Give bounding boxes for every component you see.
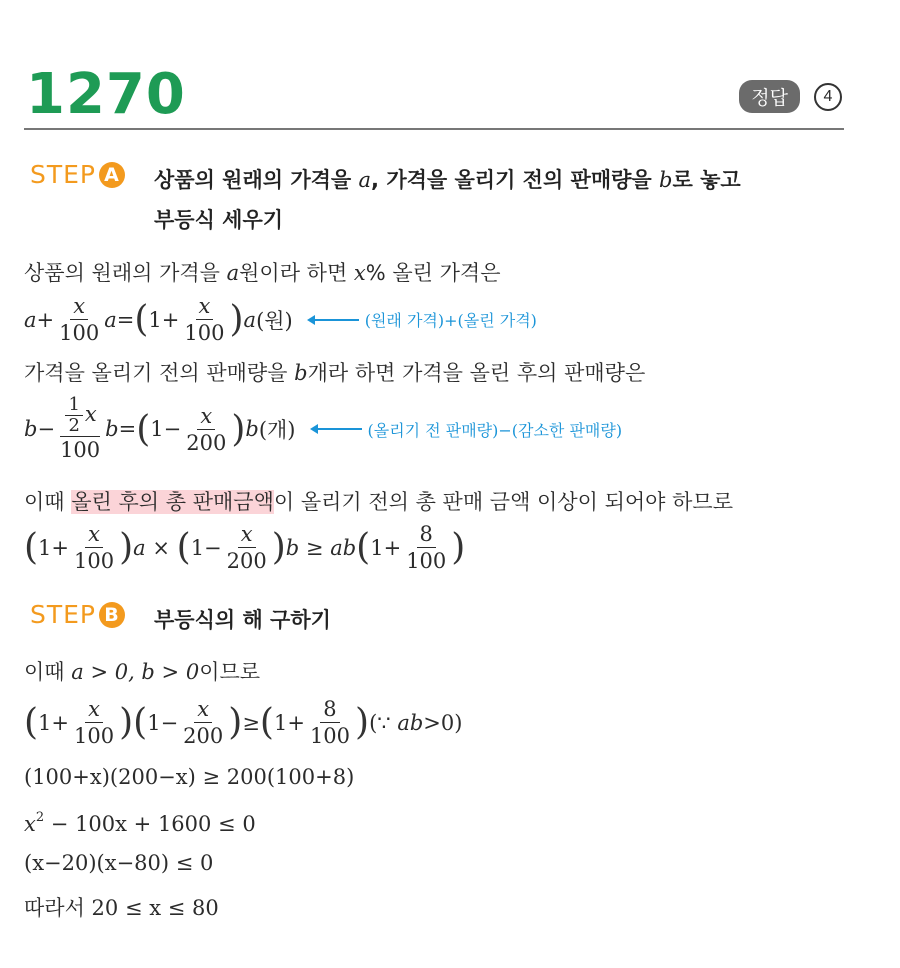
left-arrow-icon [309,319,359,321]
step-b-header [30,600,331,640]
problem-number: 1270 [26,62,186,127]
answer-label: 정답 [739,80,800,113]
equation-price: a + $\frac{x}{100}$ a = ( 1+ $\frac{x}{100}$ ) a (원) (원래 가격)+(올린 가격) [24,294,537,345]
highlight-total-sales: 올린 후의 총 판매금액 [71,490,274,514]
body-b-line-1: 이때 a > 0, b > 0이므로 [24,660,261,684]
step-a-badge: A [99,162,125,188]
step-a-title: 상품의 원래의 가격을 a, 가격을 올리기 전의 판매량을 b로 놓고 부등식 세우기 [154,168,741,232]
body-a-line-5: 이때 올린 후의 총 판매금액이 올리기 전의 총 판매 금액 이상이 되어야 하므로 [24,490,733,514]
note-quantity: (올리기 전 판매량)−(감소한 판매량) [312,418,623,441]
body-a-line-3: 가격을 올리기 전의 판매량을 b개라 하면 가격을 올린 후의 판매량은 [24,361,646,385]
left-arrow-icon [312,428,362,430]
answer-circled-number: 4 [814,83,842,111]
final-answer: 따라서 20 ≤ x ≤ 80 [24,896,219,920]
answer-box [739,80,842,113]
step-b-label: STEP B [30,600,154,629]
equation-expanded: (100+x)(200−x) ≥ 200(100+8) [24,765,355,789]
body-a-line-1: 상품의 원래의 가격을 a원이라 하면 x% 올린 가격은 [24,261,501,285]
equation-quadratic: $x^2 - 100x + 1600 \le 0$ [24,810,256,836]
header-divider [24,128,844,130]
step-b-title: 부등식의 해 구하기 [154,608,331,632]
note-price: (원래 가격)+(올린 가격) [309,308,537,331]
step-a-header [30,160,741,240]
equation-factored: (x−20)(x−80) ≤ 0 [24,851,214,875]
equation-quantity: b − $\frac{1}{2}$ x 100 b = ( 1− $\frac{x}{200}$ ) b (개) (올리기 전 판매량)−(감소한 판매량) [24,394,623,462]
equation-simplified: ( 1+ $\frac{x}{100}$ ) ( 1− $\frac{x}{200}$ ) ≥ ( 1+ $\frac{8}{100}$ ) (∵ ab >0) [24,697,463,748]
step-b-badge: B [99,602,125,628]
step-a-label: STEP A [30,160,154,189]
equation-inequality: ( 1+ $\frac{x}{100}$ ) a × ( 1− $\frac{x}{200}$ ) b ≥ ab ( 1+ $\frac{8}{100}$ ) [24,522,466,573]
